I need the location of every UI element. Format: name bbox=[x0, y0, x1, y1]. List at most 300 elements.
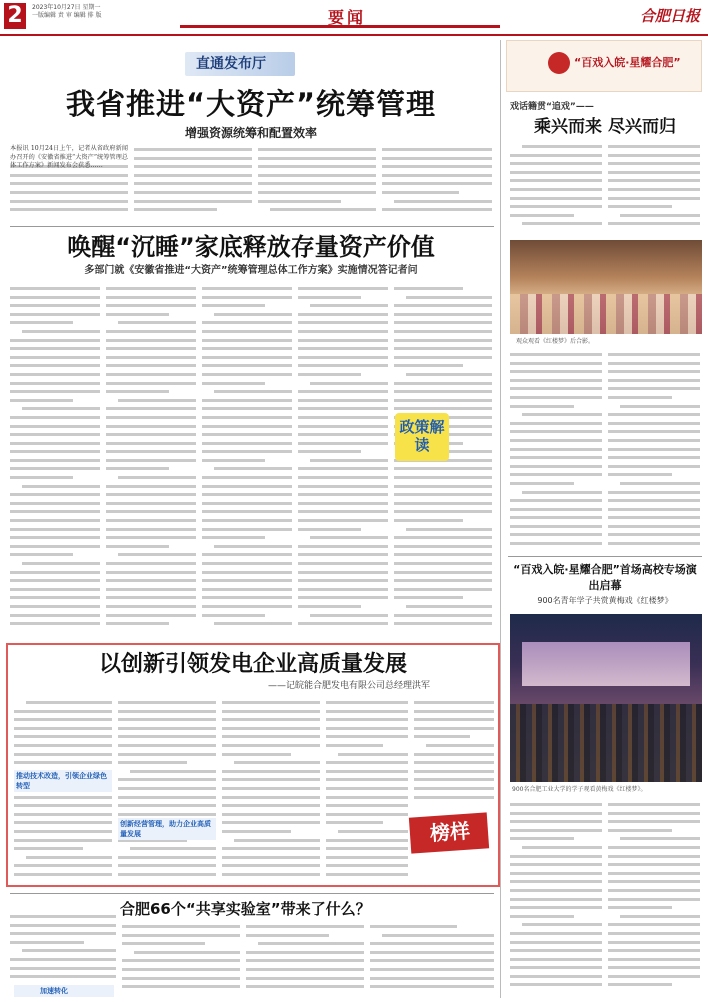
text-line bbox=[608, 513, 700, 522]
text-line bbox=[202, 568, 292, 577]
text-line bbox=[394, 550, 492, 559]
text-line bbox=[202, 447, 292, 456]
text-line bbox=[298, 361, 388, 370]
text-line bbox=[608, 402, 700, 411]
text-line bbox=[608, 436, 700, 445]
text-line bbox=[608, 505, 700, 514]
text-line bbox=[608, 843, 700, 852]
text-line bbox=[14, 793, 112, 802]
text-line bbox=[10, 188, 128, 197]
text-line bbox=[370, 939, 494, 948]
feature-col4 bbox=[326, 698, 408, 882]
text-line bbox=[510, 194, 602, 203]
right-kicker: 戏话籍贯“追戏”—— bbox=[510, 102, 594, 112]
text-line bbox=[10, 447, 100, 456]
text-line bbox=[118, 698, 216, 707]
text-line bbox=[298, 533, 388, 542]
text-line bbox=[394, 344, 492, 353]
text-line bbox=[394, 585, 492, 594]
text-line bbox=[510, 826, 602, 835]
text-line bbox=[608, 445, 700, 454]
text-line bbox=[608, 194, 700, 203]
text-line bbox=[326, 844, 408, 853]
text-line bbox=[10, 370, 100, 379]
text-line bbox=[118, 732, 216, 741]
text-line bbox=[222, 801, 320, 810]
text-line bbox=[510, 852, 602, 861]
text-line bbox=[608, 176, 700, 185]
text-line bbox=[14, 827, 112, 836]
text-line bbox=[298, 525, 388, 534]
text-line bbox=[394, 404, 492, 413]
text-line bbox=[10, 559, 100, 568]
feature-col5 bbox=[414, 698, 494, 808]
text-line bbox=[202, 379, 292, 388]
text-line bbox=[14, 715, 112, 724]
text-line bbox=[414, 707, 494, 716]
text-line bbox=[298, 284, 388, 293]
text-line bbox=[608, 522, 700, 531]
text-line bbox=[202, 404, 292, 413]
text-line bbox=[608, 453, 700, 462]
text-line bbox=[10, 293, 100, 302]
text-line bbox=[106, 439, 196, 448]
text-line bbox=[510, 886, 602, 895]
divider-2 bbox=[10, 893, 494, 894]
article4-col1 bbox=[10, 912, 116, 982]
text-line bbox=[298, 602, 388, 611]
text-line bbox=[510, 539, 602, 548]
text-line bbox=[608, 376, 700, 385]
text-line bbox=[222, 784, 320, 793]
text-line bbox=[608, 877, 700, 886]
text-line bbox=[10, 921, 116, 930]
feature-col3 bbox=[222, 698, 320, 882]
article2-col1 bbox=[10, 284, 100, 636]
text-line bbox=[608, 817, 700, 826]
text-line bbox=[10, 353, 100, 362]
text-line bbox=[510, 834, 602, 843]
text-line bbox=[608, 972, 700, 981]
text-line bbox=[414, 750, 494, 759]
text-line bbox=[14, 853, 112, 862]
text-line bbox=[510, 877, 602, 886]
text-line bbox=[106, 611, 196, 620]
text-line bbox=[258, 171, 376, 180]
text-line bbox=[394, 370, 492, 379]
text-line bbox=[510, 929, 602, 938]
text-line bbox=[608, 826, 700, 835]
text-line bbox=[106, 430, 196, 439]
text-line bbox=[394, 361, 492, 370]
text-line bbox=[10, 473, 100, 482]
text-line bbox=[394, 568, 492, 577]
text-line bbox=[510, 522, 602, 531]
role-model-stamp-text: 榜样 bbox=[429, 818, 471, 846]
text-line bbox=[394, 379, 492, 388]
text-line bbox=[298, 353, 388, 362]
text-line bbox=[326, 758, 408, 767]
text-line bbox=[222, 715, 320, 724]
text-line bbox=[510, 436, 602, 445]
text-line bbox=[222, 724, 320, 733]
text-line bbox=[106, 473, 196, 482]
text-line bbox=[414, 793, 494, 802]
text-line bbox=[510, 800, 602, 809]
text-line bbox=[394, 542, 492, 551]
text-line bbox=[608, 980, 700, 989]
text-line bbox=[608, 419, 700, 428]
theater-photo bbox=[510, 614, 702, 782]
text-line bbox=[106, 602, 196, 611]
text-line bbox=[608, 869, 700, 878]
date-line bbox=[32, 4, 192, 20]
text-line bbox=[202, 525, 292, 534]
text-line bbox=[10, 284, 100, 293]
text-line bbox=[222, 698, 320, 707]
text-line bbox=[10, 507, 100, 516]
text-line bbox=[298, 499, 388, 508]
text-line bbox=[510, 410, 602, 419]
text-line bbox=[258, 145, 376, 154]
text-line bbox=[326, 870, 408, 879]
text-line bbox=[202, 310, 292, 319]
text-line bbox=[14, 698, 112, 707]
text-line bbox=[134, 154, 252, 163]
text-line bbox=[246, 931, 364, 940]
text-line bbox=[222, 793, 320, 802]
text-line bbox=[394, 593, 492, 602]
text-line bbox=[608, 488, 700, 497]
text-line bbox=[222, 767, 320, 776]
text-line bbox=[510, 488, 602, 497]
text-line bbox=[106, 318, 196, 327]
text-line bbox=[510, 479, 602, 488]
text-line bbox=[608, 470, 700, 479]
text-line bbox=[298, 550, 388, 559]
text-line bbox=[10, 430, 100, 439]
text-line bbox=[106, 568, 196, 577]
text-line bbox=[394, 284, 492, 293]
text-line bbox=[510, 895, 602, 904]
text-line bbox=[14, 810, 112, 819]
text-line bbox=[394, 336, 492, 345]
text-line bbox=[510, 938, 602, 947]
text-line bbox=[510, 359, 602, 368]
text-line bbox=[608, 539, 700, 548]
text-line bbox=[202, 422, 292, 431]
text-line bbox=[326, 827, 408, 836]
text-line bbox=[298, 301, 388, 310]
text-line bbox=[414, 732, 494, 741]
text-line bbox=[510, 376, 602, 385]
text-line bbox=[10, 593, 100, 602]
text-line bbox=[298, 404, 388, 413]
text-line bbox=[202, 507, 292, 516]
text-line bbox=[10, 310, 100, 319]
text-line bbox=[10, 396, 100, 405]
text-line bbox=[106, 593, 196, 602]
text-line bbox=[394, 602, 492, 611]
text-line bbox=[10, 611, 100, 620]
text-line bbox=[202, 602, 292, 611]
text-line bbox=[246, 982, 364, 991]
text-line bbox=[122, 982, 240, 991]
text-line bbox=[298, 568, 388, 577]
text-line bbox=[202, 611, 292, 620]
article2-col2 bbox=[106, 284, 196, 636]
text-line bbox=[118, 758, 216, 767]
text-line bbox=[414, 758, 494, 767]
text-line bbox=[608, 410, 700, 419]
text-line bbox=[510, 860, 602, 869]
feature-section-1: 推动技术改造，引领企业绿色转型 bbox=[16, 772, 107, 790]
text-line bbox=[10, 946, 116, 955]
text-line bbox=[106, 284, 196, 293]
headline-3: 以创新引领发电企业高质量发展 bbox=[98, 652, 407, 677]
right-col2 bbox=[608, 350, 700, 550]
text-line bbox=[106, 327, 196, 336]
subhead-2: 多部门就《安徽省推进“大资产”统筹管理总体工作方案》实施情况答记者问 bbox=[84, 265, 418, 276]
text-line bbox=[246, 939, 364, 948]
text-line bbox=[608, 920, 700, 929]
text-line bbox=[510, 470, 602, 479]
text-line bbox=[10, 972, 116, 981]
text-line bbox=[10, 344, 100, 353]
text-line bbox=[510, 185, 602, 194]
text-line bbox=[118, 707, 216, 716]
text-line bbox=[298, 422, 388, 431]
text-line bbox=[608, 384, 700, 393]
text-line bbox=[106, 464, 196, 473]
text-line bbox=[326, 853, 408, 862]
text-line bbox=[122, 922, 240, 931]
text-line bbox=[394, 473, 492, 482]
article1-col2 bbox=[134, 145, 252, 221]
text-line bbox=[326, 818, 408, 827]
text-line bbox=[298, 619, 388, 628]
text-line bbox=[14, 732, 112, 741]
text-line bbox=[510, 505, 602, 514]
text-line bbox=[202, 482, 292, 491]
text-line bbox=[510, 393, 602, 402]
text-line bbox=[118, 775, 216, 784]
text-line bbox=[298, 327, 388, 336]
text-line bbox=[122, 965, 240, 974]
text-line bbox=[202, 413, 292, 422]
text-line bbox=[118, 767, 216, 776]
section-title: 要闻 bbox=[328, 8, 367, 27]
text-line bbox=[510, 972, 602, 981]
text-line bbox=[608, 886, 700, 895]
text-line bbox=[10, 179, 128, 188]
text-line bbox=[298, 318, 388, 327]
right-divider bbox=[508, 556, 702, 557]
text-line bbox=[510, 912, 602, 921]
text-line bbox=[246, 956, 364, 965]
text-line bbox=[326, 767, 408, 776]
text-line bbox=[222, 861, 320, 870]
text-line bbox=[382, 171, 492, 180]
text-line bbox=[510, 219, 602, 228]
text-line bbox=[394, 293, 492, 302]
paper-logo: 合肥日报 bbox=[639, 7, 700, 25]
text-line bbox=[298, 559, 388, 568]
text-line bbox=[608, 929, 700, 938]
text-line bbox=[10, 361, 100, 370]
date-text: 2023年10月27日 星期一 bbox=[32, 4, 101, 11]
text-line bbox=[222, 758, 320, 767]
text-line bbox=[510, 809, 602, 818]
text-line bbox=[222, 732, 320, 741]
text-line bbox=[382, 197, 492, 206]
article4-col4 bbox=[370, 922, 494, 998]
text-line bbox=[510, 419, 602, 428]
text-line bbox=[298, 490, 388, 499]
text-line bbox=[202, 542, 292, 551]
audience bbox=[510, 704, 702, 782]
text-line bbox=[14, 707, 112, 716]
text-line bbox=[106, 559, 196, 568]
text-line bbox=[394, 327, 492, 336]
text-line bbox=[608, 834, 700, 843]
stage bbox=[522, 642, 690, 686]
text-line bbox=[10, 929, 116, 938]
text-line bbox=[394, 619, 492, 628]
text-line bbox=[122, 939, 240, 948]
article2-col3 bbox=[202, 284, 292, 636]
text-line bbox=[382, 145, 492, 154]
text-line bbox=[106, 353, 196, 362]
kicker-text: 直通发布厅 bbox=[196, 56, 266, 72]
text-line bbox=[106, 310, 196, 319]
text-line bbox=[298, 447, 388, 456]
group-photo bbox=[510, 240, 702, 334]
text-line bbox=[134, 205, 252, 214]
text-line bbox=[510, 530, 602, 539]
text-line bbox=[14, 741, 112, 750]
text-line bbox=[510, 202, 602, 211]
article4-col2 bbox=[122, 922, 240, 998]
text-line bbox=[14, 836, 112, 845]
text-line bbox=[608, 219, 700, 228]
text-line bbox=[10, 550, 100, 559]
text-line bbox=[608, 946, 700, 955]
text-line bbox=[202, 353, 292, 362]
text-line bbox=[14, 870, 112, 879]
text-line bbox=[134, 162, 252, 171]
text-line bbox=[510, 367, 602, 376]
text-line bbox=[106, 550, 196, 559]
policy-badge-text: 政策解读 bbox=[399, 418, 445, 454]
page-number: 2 bbox=[4, 3, 26, 29]
text-line bbox=[106, 301, 196, 310]
text-line bbox=[118, 801, 216, 810]
text-line bbox=[10, 576, 100, 585]
text-line bbox=[326, 715, 408, 724]
text-line bbox=[298, 611, 388, 620]
right-col1-top bbox=[510, 142, 602, 234]
text-line bbox=[298, 396, 388, 405]
text-line bbox=[298, 585, 388, 594]
text-line bbox=[202, 370, 292, 379]
text-line bbox=[106, 516, 196, 525]
text-line bbox=[10, 533, 100, 542]
text-line bbox=[608, 359, 700, 368]
text-line bbox=[608, 185, 700, 194]
text-line bbox=[608, 955, 700, 964]
text-line bbox=[10, 955, 116, 964]
text-line bbox=[222, 707, 320, 716]
text-line bbox=[326, 775, 408, 784]
text-line bbox=[246, 965, 364, 974]
text-line bbox=[106, 370, 196, 379]
text-line bbox=[10, 482, 100, 491]
right-col3 bbox=[510, 800, 602, 996]
text-line bbox=[118, 861, 216, 870]
article4-col3 bbox=[246, 922, 364, 998]
text-line bbox=[382, 179, 492, 188]
text-line bbox=[10, 964, 116, 973]
text-line bbox=[510, 402, 602, 411]
text-line bbox=[298, 430, 388, 439]
text-line bbox=[510, 496, 602, 505]
text-line bbox=[118, 715, 216, 724]
text-line bbox=[510, 843, 602, 852]
text-line bbox=[202, 301, 292, 310]
text-line bbox=[106, 344, 196, 353]
text-line bbox=[10, 542, 100, 551]
text-line bbox=[122, 956, 240, 965]
headline-2: 唤醒“沉睡”家底释放存量资产价值 bbox=[67, 233, 435, 261]
text-line bbox=[608, 895, 700, 904]
text-line bbox=[394, 387, 492, 396]
text-line bbox=[510, 817, 602, 826]
text-line bbox=[10, 413, 100, 422]
text-line bbox=[394, 396, 492, 405]
text-line bbox=[202, 533, 292, 542]
text-line bbox=[10, 327, 100, 336]
text-line bbox=[326, 741, 408, 750]
subhead-1: 增强资源统筹和配置效率 bbox=[184, 126, 317, 140]
text-line bbox=[258, 162, 376, 171]
text-line bbox=[202, 387, 292, 396]
text-line bbox=[222, 818, 320, 827]
text-line bbox=[222, 775, 320, 784]
text-line bbox=[394, 525, 492, 534]
text-line bbox=[326, 698, 408, 707]
text-line bbox=[326, 724, 408, 733]
text-line bbox=[510, 955, 602, 964]
text-line bbox=[202, 464, 292, 473]
banner-emblem-icon bbox=[548, 52, 570, 74]
text-line bbox=[134, 171, 252, 180]
text-line bbox=[298, 482, 388, 491]
text-line bbox=[298, 310, 388, 319]
text-line bbox=[10, 585, 100, 594]
right-subhead-2: 900名青年学子共赏黄梅戏《红楼梦》 bbox=[537, 596, 673, 605]
text-line bbox=[106, 361, 196, 370]
article1-col4 bbox=[382, 145, 492, 221]
text-line bbox=[134, 197, 252, 206]
text-line bbox=[382, 154, 492, 163]
text-line bbox=[608, 809, 700, 818]
text-line bbox=[10, 516, 100, 525]
text-line bbox=[122, 948, 240, 957]
text-line bbox=[414, 775, 494, 784]
text-line bbox=[202, 327, 292, 336]
text-line bbox=[202, 456, 292, 465]
